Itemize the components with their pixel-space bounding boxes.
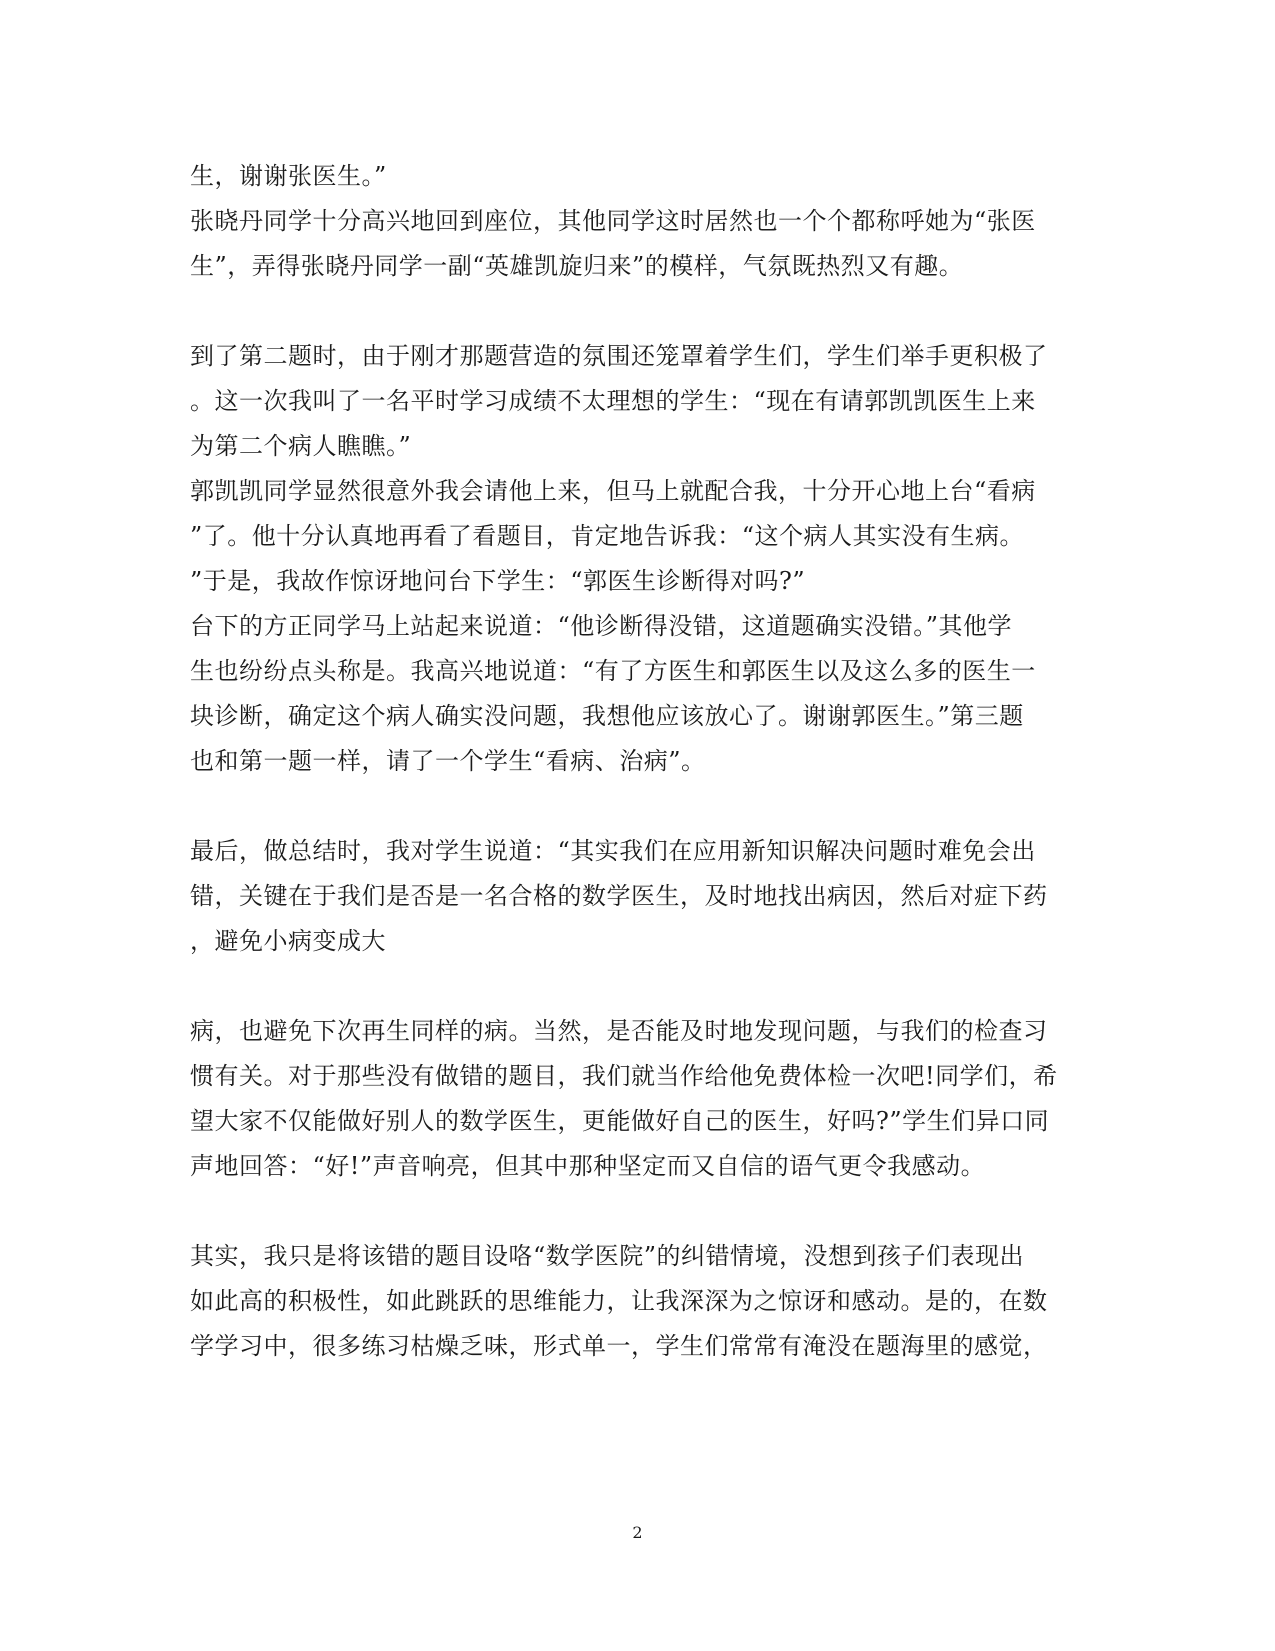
text-line: 惯有关。对于那些没有做错的题目，我们就当作给他免费体检一次吧!同学们，希 xyxy=(190,1062,1058,1090)
text-line: 张晓丹同学十分高兴地回到座位，其他同学这时居然也一个个都称呼她为“张医 xyxy=(190,207,1036,235)
text-line: 最后，做总结时，我对学生说道：“其实我们在应用新知识解决问题时难免会出 xyxy=(190,837,1036,865)
text-line: 望大家不仅能做好别人的数学医生，更能做好自己的医生，好吗?”学生们异口同 xyxy=(190,1107,1050,1135)
text-line: 学学习中，很多练习枯燥乏味，形式单一，学生们常常有淹没在题海里的感觉， xyxy=(190,1332,1048,1360)
text-line: 块诊断，确定这个病人确实没问题，我想他应该放心了。谢谢郭医生。”第三题 xyxy=(190,702,1024,730)
text-line: 台下的方正同学马上站起来说道：“他诊断得没错，这道题确实没错。”其他学 xyxy=(190,612,1013,640)
text-line: 到了第二题时，由于刚才那题营造的氛围还笼罩着学生们，学生们举手更积极了 xyxy=(190,342,1048,370)
text-line: ”了。他十分认真地再看了看题目，肯定地告诉我：“这个病人其实没有生病。 xyxy=(190,522,1025,550)
text-line: ”于是，我故作惊讶地问台下学生：“郭医生诊断得对吗?” xyxy=(190,567,806,595)
text-line: 郭凯凯同学显然很意外我会请他上来，但马上就配合我，十分开心地上台“看病 xyxy=(190,477,1036,505)
text-line: 也和第一题一样，请了一个学生“看病、治病”。 xyxy=(190,747,706,775)
text-line: 为第二个病人瞧瞧。” xyxy=(190,432,412,460)
text-line: 。这一次我叫了一名平时学习成绩不太理想的学生：“现在有请郭凯凯医生上来 xyxy=(190,387,1036,415)
text-line: ，避免小病变成大 xyxy=(190,927,386,955)
text-line: 病，也避免下次再生同样的病。当然，是否能及时地发现问题，与我们的检查习 xyxy=(190,1017,1048,1045)
page-number: 2 xyxy=(632,1523,643,1542)
text-line: 生，谢谢张医生。” xyxy=(190,162,387,190)
text-line: 声地回答：“好!”声音响亮，但其中那种坚定而又自信的语气更令我感动。 xyxy=(190,1152,986,1180)
text-line: 生”，弄得张晓丹同学一副“英雄凯旋归来”的模样，气氛既热烈又有趣。 xyxy=(190,252,964,280)
text-line: 生也纷纷点头称是。我高兴地说道：“有了方医生和郭医生以及这么多的医生一 xyxy=(190,657,1036,685)
text-line: 如此高的积极性，如此跳跃的思维能力，让我深深为之惊讶和感动。是的，在数 xyxy=(190,1287,1048,1315)
text-line: 其实，我只是将该错的题目设咯“数学医院”的纠错情境，没想到孩子们表现出 xyxy=(190,1242,1025,1270)
text-line: 错，关键在于我们是否是一名合格的数学医生，及时地找出病因，然后对症下药 xyxy=(190,882,1048,910)
